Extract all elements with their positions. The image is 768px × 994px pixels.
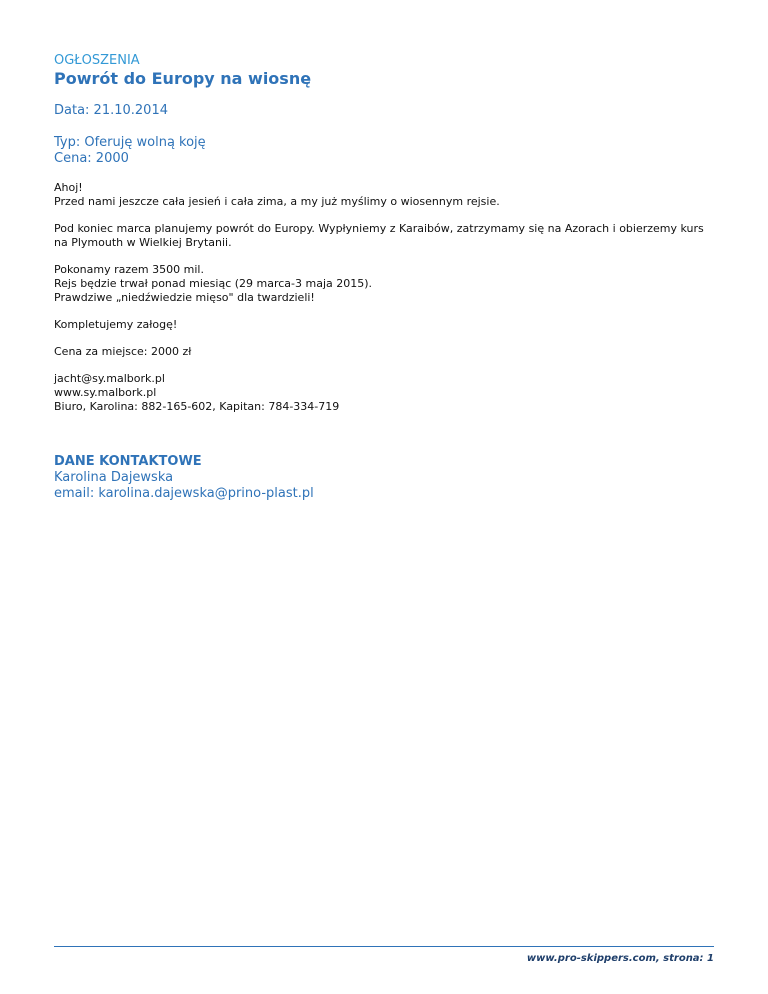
footer-divider <box>54 946 714 947</box>
body-paragraph-distance: Pokonamy razem 3500 mil. Rejs będzie trwał ponad miesiąc (29 marca-3 maja 2015). Prawdziwe „niedźwiedzie mięso" dla twardzieli! <box>54 263 373 304</box>
contact-heading: DANE KONTAKTOWE <box>54 454 202 469</box>
footer-page-info: www.pro-skippers.com, strona: 1 <box>526 953 714 964</box>
contact-name: Karolina Dajewska <box>54 470 174 485</box>
body-paragraph-seat-price: Cena za miejsce: 2000 zł <box>54 345 192 358</box>
listing-date: Data: 21.10.2014 <box>54 103 168 118</box>
listing-type: Typ: Oferuję wolną koję <box>54 135 206 150</box>
listing-body <box>54 181 714 414</box>
document-page <box>54 52 714 502</box>
section-label: OGŁOSZENIA <box>54 53 140 68</box>
contact-email: email: karolina.dajewska@prino-plast.pl <box>54 486 314 501</box>
body-paragraph-route: Pod koniec marca planujemy powrót do Europy. Wypłyniemy z Karaibów, zatrzymamy się na Azorach i obierzemy kurs na Plymouth w Wielkiej Brytanii. <box>54 222 704 249</box>
body-paragraph-crew: Kompletujemy załogę! <box>54 318 178 331</box>
listing-details <box>54 135 714 167</box>
body-paragraph-contact-info: jacht@sy.malbork.pl www.sy.malbork.pl Biuro, Karolina: 882-165-602, Kapitan: 784-334-719 <box>54 372 340 413</box>
listing-price: Cena: 2000 <box>54 151 129 166</box>
contact-section <box>54 454 714 502</box>
body-paragraph-greeting: Ahoj! Przed nami jeszcze cała jesień i cała zima, a my już myślimy o wiosennym rejsie. <box>54 181 500 208</box>
page-title: Powrót do Europy na wiosnę <box>54 69 312 88</box>
